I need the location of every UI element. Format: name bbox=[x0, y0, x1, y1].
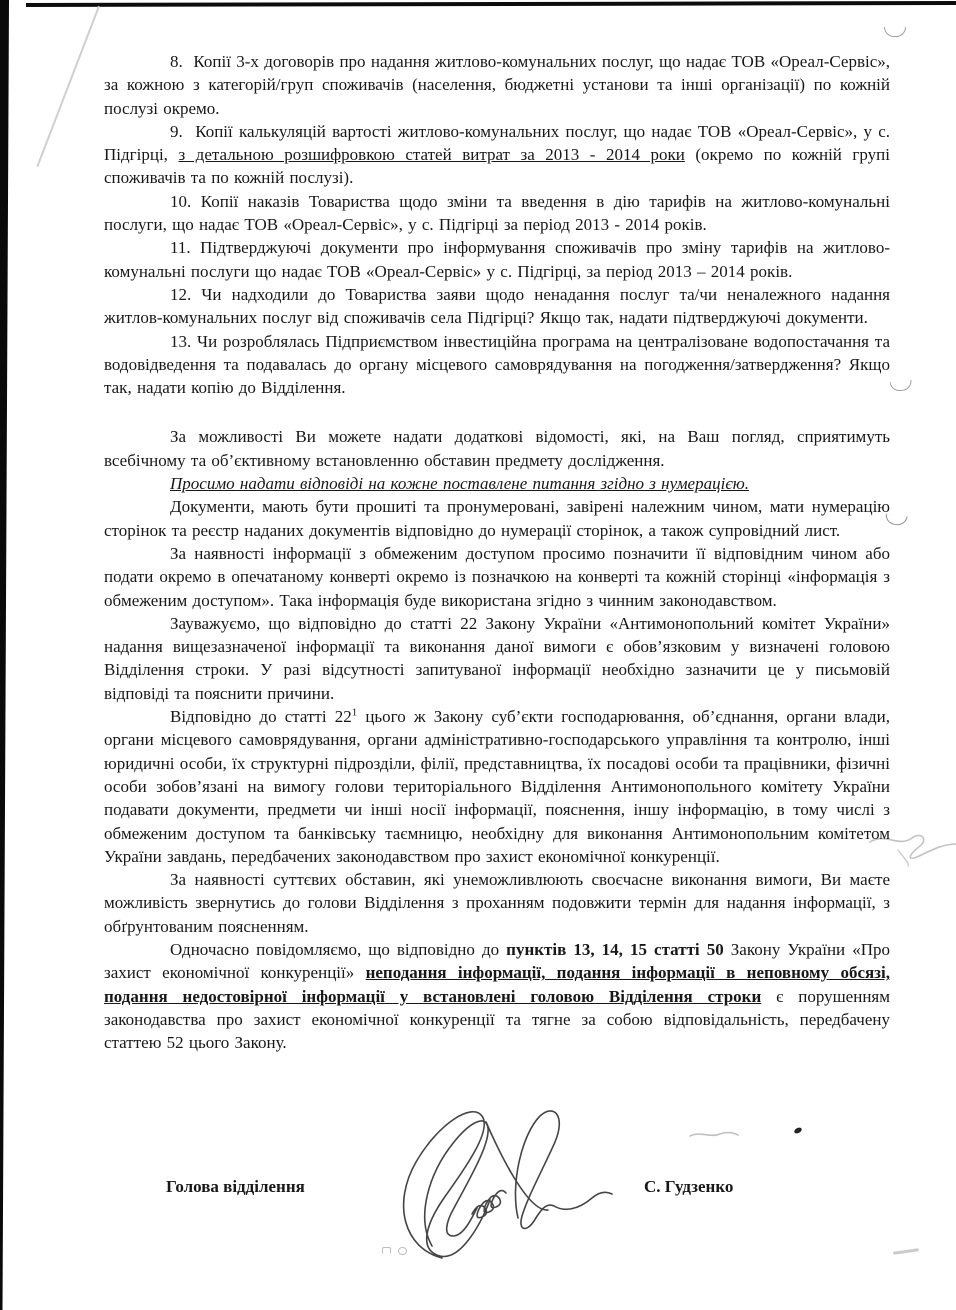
item-10: 10. Копії наказів Товариства щодо зміни та введення в дію тарифів на житлово-комунальні послуги, що надає ТОВ «Ореал-Сервіс», у с. Підгірці за період 2013 - 2014 років. bbox=[104, 191, 890, 235]
paragraph-documents-binding: Документи, мають бути прошиті та пронумеровані, завірені належним чином, мати нумерацію сторінок та реєстр наданих документів відповідно до нумерації сторінок, а також супровідний лист. bbox=[104, 497, 890, 540]
paragraph-liability-warning: Одночасно повідомляємо, що відповідно до пунктів 13, 14, 15 статті 50 Закону України «Про захист економічної конкуренції» неподання інформації, подання інформації в неповному обсязі, подання недостовірної інформації у встановлені головою Відділення строки є порушенням законодавства про захист економічної конкуренції та тягне за собою відповідальність, передбачену статтею 52 цього Закону. bbox=[104, 939, 891, 1053]
scan-hook-mark-icon bbox=[890, 380, 913, 392]
signer-name: С. Гудзенко bbox=[644, 1177, 734, 1196]
scan-corner-shadow-line bbox=[36, 6, 99, 167]
item-12: 12. Чи надходили до Товариства заяви щодо ненадання послуг та/чи неналежного надання житлов-комунальних послуг від споживачів села Підгірці? Якщо так, надати підтверджуючі документи. bbox=[104, 284, 890, 328]
scan-hook-mark-icon bbox=[884, 27, 906, 37]
signer-role-label: Голова відділення bbox=[166, 1177, 305, 1196]
item-8: 8. Копії 3-х договорів про надання житлово-комунальних послуг, що надає ТОВ «Ореал-Сервіс», за кожною з категорій/груп споживачів (населення, бюджетні установи та інші організації) по кожній послузі окремо. bbox=[104, 52, 890, 118]
paragraph-extension-request: За наявності суттєвих обставин, які унеможливлюють своєчасне виконання вимоги, Ви маєте можливість звернутись до голови Відділення з проханням подовжити термін для надання інформації, з обґрунтованим поясненням. bbox=[104, 870, 890, 936]
paragraph-article-22-1: Відповідно до статті $22^1$ цього ж Закону суб’єкти господарювання, об’єднання, органи влади, органи місцевого самоврядування, органи адміністративно-господарського управління та контролю, інші юридичні особи, їх структурні підрозділи, філії, представництва, їх посадові особи та працівники, фізичні особи зобов’язані на вимогу голови територіального Відділення Антимонопольного комітету України подавати документи, предмети чи інші носії інформації, пояснення, іншу інформацію, в тому числі з обмеженим доступом та банківську таємницю, необхідну для виконання Антимонопольним комітетом України завдань, передбачених законодавством про захист економічної конкуренції. bbox=[104, 706, 890, 866]
item-11: 11. Підтверджуючі документи про інформування споживачів про зміну тарифів на житлово-комунальні послуги що надає ТОВ «Ореал-Сервіс» у с. Підгірці, за період 2013 – 2014 років. bbox=[104, 238, 890, 281]
ink-dot-mark bbox=[793, 1126, 802, 1134]
letter-body-text bbox=[104, 50, 890, 1054]
scan-smudge-mark bbox=[893, 1248, 919, 1255]
item-13: 13. Чи розроблялась Підприємством інвестиційна програма на централізоване водопостачання та водовідведення та подавалась до органу місцевого самоврядування на погодження/затвердження? Якщо так, надати копію до Відділення. bbox=[104, 331, 890, 398]
paragraph-numbered-answers: Просимо надати відповіді на кожне поставлене питання згідно з нумерацією. bbox=[170, 474, 749, 494]
faint-dash-mark bbox=[688, 1128, 740, 1142]
scan-left-edge-bar bbox=[0, 0, 10, 1310]
item-9: 9. Копії калькуляцій вартості житлово-комунальних послуг, що надає ТОВ «Ореал-Сервіс», у с. Підгірці, з детальною розшифровкою статей витрат за 2013 - 2014 роки (окремо по кожній групі споживачів та по кожній послузі). bbox=[104, 121, 890, 188]
paragraph-additional-info: За можливості Ви можете надати додаткові відомості, які, на Ваш погляд, сприятимуть всебічному та об’єктивному встановленню обставин предмету дослідження. bbox=[104, 427, 890, 470]
paragraph-restricted-info: За наявності інформації з обмеженим доступом просимо позначити її відповідним чином або подати окремо в опечатаному конверті окремо із позначкою на конверті та кожній сторінці «інформація з обмеженим доступом». Така інформація буде використана згідно з чинним законодавством. bbox=[104, 543, 890, 610]
handwritten-signature-icon bbox=[376, 1100, 632, 1264]
scan-top-edge-line bbox=[26, 1, 956, 6]
paragraph-article-22: Зауважуємо, що відповідно до статті 22 Закону України «Антимонопольний комітет України» надання вищезазначеної інформації та виконання даної вимоги є обов’язковим у визначені головою Відділення строки. У разі відсутності запитуваної інформації необхідно зазначити це у письмовій відповіді та пояснити причини. bbox=[104, 613, 890, 703]
